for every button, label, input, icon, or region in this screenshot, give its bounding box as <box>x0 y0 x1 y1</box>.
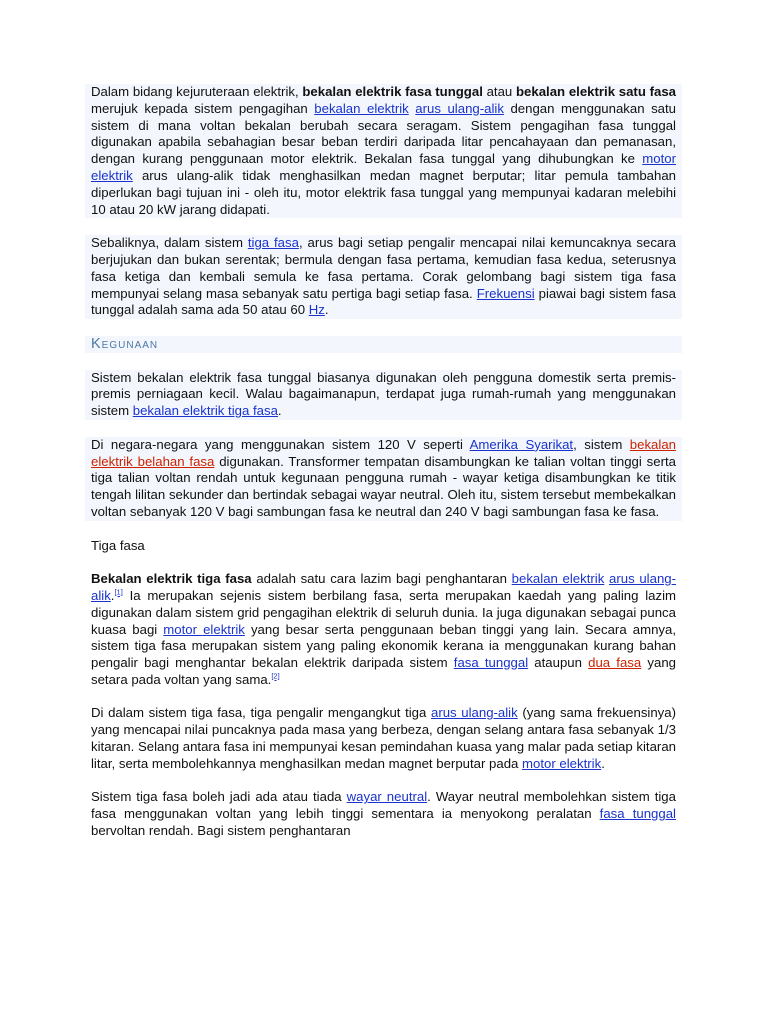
text-run: . <box>324 302 329 318</box>
text-run: Di negara-negara yang menggunakan sistem 120 V seperti <box>91 436 470 452</box>
text-run: yang besar serta penggunaan beban tinggi yang lain. Secara amnya, sistem tiga fasa merupakan sistem yang paling ekonomik kerana ia menggunakan kurang bahan pengalir bagi menghantar bekalan elektrik daripada sistem <box>91 621 676 671</box>
text-run: arus ulang-alik tidak menghasilkan medan magnet berputar; litar pemula tambahan diperlukan bagi tujuan ini - oleh itu, motor elektrik fasa tunggal yang mempunyai kadaran melebihi 10 atau 20 kW jarang didapati. <box>91 167 676 217</box>
text-run: yang setara pada voltan yang sama. <box>91 655 676 687</box>
text-run: , sistem <box>573 436 630 452</box>
text-run: Dalam bidang kejuruteraan elektrik, <box>91 84 303 99</box>
text-run: Sebaliknya, dalam sistem <box>91 235 248 251</box>
bold-term: bekalan elektrik satu fasa <box>516 84 676 99</box>
bold-term: bekalan elektrik fasa tunggal <box>302 84 483 99</box>
text-run: digunakan. Transformer tempatan disambungkan ke talian voltan tinggi serta tiga talian voltan rendah untuk kegunaan pengguna rumah - wayar ketiga disambungkan ke titik tengah lilitan sekunder dan bertindak sebagai wayar neutral. Oleh itu, sistem tersebut membekalkan voltan sebanyak 120 V bagi sambungan fasa ke neutral dan 240 V bagi sambungan fasa ke fasa. <box>91 453 676 519</box>
article-body <box>91 84 676 857</box>
inline-link[interactable]: fasa tunggal <box>599 806 676 822</box>
citation-link[interactable]: [2] <box>271 671 280 681</box>
paragraph <box>91 235 676 319</box>
inline-link[interactable]: wayar neutral <box>346 789 428 805</box>
inline-link[interactable]: fasa tunggal <box>453 655 529 671</box>
text-run: , arus bagi setiap pengalir mencapai nilai kemuncaknya secara berjujukan dan bukan serentak; bermula dengan fasa pertama, kemudian fasa kedua, seterusnya fasa ketiga dan kembali semula ke fasa pertama. Corak gelombang bagi sistem tiga fasa mempunyai selang masa sebanyak satu pertiga bagi setiap fasa. <box>91 235 676 301</box>
inline-link[interactable]: dua fasa <box>588 655 642 671</box>
paragraph <box>91 437 676 521</box>
text-run: adalah satu cara lazim bagi penghantaran <box>251 571 512 587</box>
inline-link[interactable]: arus ulang-alik <box>91 571 677 603</box>
citation-link[interactable]: [1] <box>114 587 123 597</box>
inline-link[interactable]: motor elektrik <box>522 755 602 771</box>
inline-link[interactable]: motor elektrik <box>91 151 676 183</box>
paragraph <box>91 84 676 218</box>
section-title: Tiga fasa <box>91 537 145 553</box>
inline-link[interactable]: tiga fasa <box>247 235 299 251</box>
inline-link[interactable]: bekalan elektrik <box>314 100 409 116</box>
inline-link[interactable]: motor elektrik <box>163 621 245 637</box>
paragraph <box>91 789 676 839</box>
inline-link[interactable]: bekalan elektrik belahan fasa <box>91 436 676 469</box>
section-heading: Kegunaan <box>91 336 676 353</box>
inline-link[interactable]: Frekuensi <box>476 285 535 301</box>
inline-link[interactable]: arus ulang-alik <box>415 100 504 116</box>
text-run: merujuk kepada sistem pengagihan <box>91 100 315 116</box>
inline-link[interactable]: Amerika Syarikat <box>469 436 574 452</box>
text-run: bervoltan rendah. Bagi sistem penghantaran <box>91 823 351 839</box>
text-run: (yang sama frekuensinya) yang mencapai nilai puncaknya pada masa yang berbeza, dengan selang antara fasa sebanyak 1/3 kitaran. Selang antara fasa ini mempunyai kesan pemindahan kuasa yang malar pada setiap kitaran litar, serta membolehkannya menghasilkan medan magnet berputar pada <box>91 705 676 771</box>
text-run: . <box>277 403 282 419</box>
inline-link[interactable]: bekalan elektrik <box>511 571 605 587</box>
inline-link[interactable]: Hz <box>308 302 325 318</box>
text-run: atau <box>482 84 516 99</box>
text-run: Ia merupakan sejenis sistem berbilang fasa, serta merupakan kaedah yang paling lazim digunakan dalam sistem grid pengagihan elektrik di seluruh dunia. Ia juga digunakan sebagai punca kuasa bagi <box>91 587 676 637</box>
text-run: . <box>601 755 605 771</box>
text-run: . <box>110 587 115 603</box>
text-run: . Wayar neutral membolehkan sistem tiga fasa menggunakan voltan yang lebih tinggi sementara ia menyokong peralatan <box>91 789 676 822</box>
text-run: dengan menggunakan satu sistem di mana voltan bekalan berubah secara seragam. Sistem pengagihan fasa tunggal digunakan apabila sebahagian besar beban terdiri daripada litar pencahayaan dan pemanasan, dengan kurang penggunaan motor elektrik. Bekalan fasa tunggal yang dihubungkan ke <box>91 100 676 167</box>
inline-link[interactable]: arus ulang-alik <box>430 705 518 721</box>
text-run: Di dalam sistem tiga fasa, tiga pengalir mengangkut tiga <box>91 705 431 721</box>
inline-link[interactable]: bekalan elektrik tiga fasa <box>132 403 278 419</box>
paragraph <box>91 370 676 420</box>
text-run: ataupun <box>528 655 589 671</box>
text-run: Sistem tiga fasa boleh jadi ada atau tiada <box>91 789 347 805</box>
paragraph <box>91 571 676 689</box>
paragraph <box>91 705 676 772</box>
text-run: Sistem bekalan elektrik fasa tunggal biasanya digunakan oleh pengguna domestik serta premis-premis perniagaan kecil. Walau bagaimanapun, terdapat juga rumah-rumah yang menggunakan sistem <box>91 369 676 419</box>
text-run: piawai bagi sistem fasa tunggal adalah sama ada 50 atau 60 <box>91 285 676 318</box>
bold-term: Bekalan elektrik tiga fasa <box>91 571 252 587</box>
